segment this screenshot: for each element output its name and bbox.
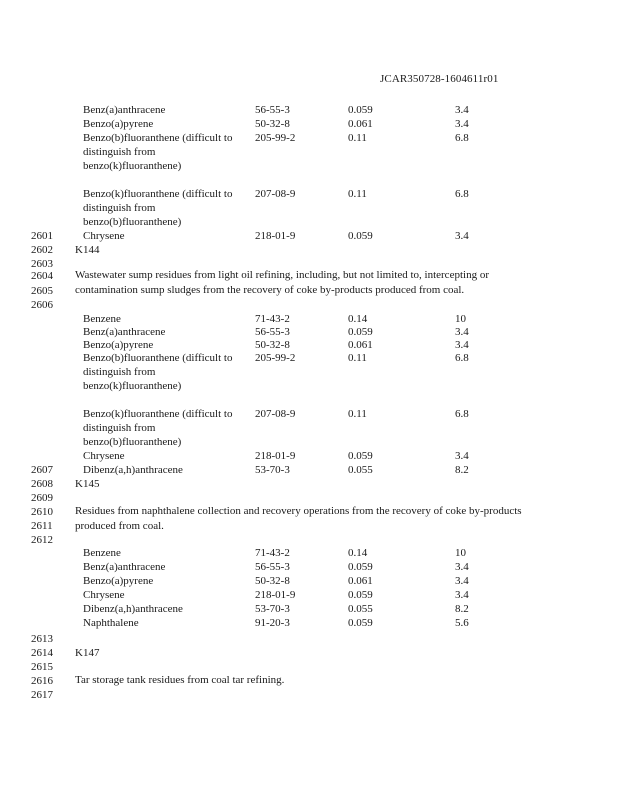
table-row (83, 602, 483, 616)
nonwastewater-conc: 10 (455, 547, 466, 559)
table-row (83, 312, 483, 325)
line-number: 2612 (31, 534, 53, 546)
table-row (83, 351, 483, 407)
table-row (83, 546, 483, 560)
wastewater-conc: 0.059 (348, 230, 373, 242)
table-row (83, 103, 483, 117)
wastewater-conc: 0.059 (348, 589, 373, 601)
cas-number: 218-01-9 (255, 589, 296, 601)
wastewater-conc: 0.14 (348, 313, 368, 325)
constituent-name: Chrysene (83, 230, 125, 242)
constituent-name: Benzene (83, 313, 121, 325)
nonwastewater-conc: 10 (455, 313, 466, 325)
constituent-name: Benzo(k)fluoranthene (difficult to distinguish from benzo(b)fluoranthene) (83, 408, 233, 448)
wastewater-conc: 0.059 (348, 450, 373, 462)
nonwastewater-conc: 3.4 (455, 118, 469, 130)
line-number: 2602 (31, 244, 53, 256)
line-number: 2615 (31, 661, 53, 673)
table-row (83, 463, 483, 477)
line-number: 2616 (31, 675, 53, 687)
table-row (83, 131, 483, 187)
nonwastewater-conc: 6.8 (455, 132, 469, 144)
nonwastewater-conc: 6.8 (455, 188, 469, 200)
constituent-name: Naphthalene (83, 617, 139, 629)
nonwastewater-conc: 6.8 (455, 408, 469, 420)
nonwastewater-conc: 3.4 (455, 230, 469, 242)
cas-number: 71-43-2 (255, 313, 290, 325)
wastewater-conc: 0.11 (348, 408, 367, 420)
cas-number: 71-43-2 (255, 547, 290, 559)
constituent-name: Benz(a)anthracene (83, 326, 166, 338)
cas-number: 205-99-2 (255, 132, 296, 144)
constituent-name: Benzo(b)fluoranthene (difficult to distinguish from benzo(k)fluoranthene) (83, 132, 233, 172)
cas-number: 218-01-9 (255, 230, 296, 242)
constituent-name: Benzo(a)pyrene (83, 575, 154, 587)
constituent-name: Benz(a)anthracene (83, 104, 166, 116)
wastewater-conc: 0.11 (348, 188, 367, 200)
constituent-name: Chrysene (83, 450, 125, 462)
line-number: 2601 (31, 230, 53, 242)
line-number: 2607 (31, 464, 53, 476)
table-row (83, 338, 483, 351)
table-row (83, 588, 483, 602)
cas-number: 207-08-9 (255, 188, 296, 200)
table-row (83, 560, 483, 574)
wastewater-conc: 0.11 (348, 132, 367, 144)
cas-number: 50-32-8 (255, 575, 290, 587)
waste-code-k147: K147 (75, 647, 100, 659)
wastewater-conc: 0.059 (348, 617, 373, 629)
line-number: 2611 (31, 520, 53, 532)
table-k145 (83, 546, 483, 630)
line-number: 2614 (31, 647, 53, 659)
table-row (83, 616, 483, 630)
table-row (83, 449, 483, 463)
constituent-name: Benzene (83, 547, 121, 559)
cas-number: 91-20-3 (255, 617, 290, 629)
line-number: 2603 (31, 258, 53, 270)
wastewater-conc: 0.061 (348, 118, 373, 130)
cas-number: 207-08-9 (255, 408, 296, 420)
nonwastewater-conc: 3.4 (455, 575, 469, 587)
k145-description: Residues from naphthalene collection and recovery operations from the recovery of coke by-products produced from coal. (75, 505, 522, 532)
waste-code-k144: K144 (75, 244, 100, 256)
wastewater-conc: 0.061 (348, 575, 373, 587)
wastewater-conc: 0.11 (348, 352, 367, 364)
table-row (83, 407, 483, 449)
cas-number: 218-01-9 (255, 450, 296, 462)
line-number: 2610 (31, 506, 53, 518)
line-number: 2606 (31, 299, 53, 311)
wastewater-conc: 0.055 (348, 603, 373, 615)
wastewater-conc: 0.14 (348, 547, 368, 559)
cas-number: 53-70-3 (255, 603, 290, 615)
wastewater-conc: 0.059 (348, 326, 373, 338)
line-number: 2605 (31, 285, 53, 297)
constituent-name: Benz(a)anthracene (83, 561, 166, 573)
nonwastewater-conc: 8.2 (455, 464, 469, 476)
constituent-name: Chrysene (83, 589, 125, 601)
table-row (83, 325, 483, 338)
line-number: 2617 (31, 689, 53, 701)
nonwastewater-conc: 8.2 (455, 603, 469, 615)
k147-description: Tar storage tank residues from coal tar refining. (75, 674, 285, 686)
constituent-name: Benzo(b)fluoranthene (difficult to distinguish from benzo(k)fluoranthene) (83, 352, 233, 392)
cas-number: 53-70-3 (255, 464, 290, 476)
document-id: JCAR350728-1604611r01 (380, 73, 499, 85)
cas-number: 205-99-2 (255, 352, 296, 364)
table-k144 (83, 312, 483, 477)
cas-number: 56-55-3 (255, 326, 290, 338)
wastewater-conc: 0.059 (348, 561, 373, 573)
nonwastewater-conc: 3.4 (455, 104, 469, 116)
constituent-name: Benzo(a)pyrene (83, 118, 154, 130)
table-row (83, 187, 483, 229)
waste-code-k145: K145 (75, 478, 100, 490)
constituent-name: Dibenz(a,h)anthracene (83, 603, 183, 615)
wastewater-conc: 0.061 (348, 339, 373, 351)
k144-description: Wastewater sump residues from light oil refining, including, but not limited to, intercepting or contamination sump sludges from the recovery of coke by-products produced from coal. (75, 269, 489, 296)
table-row (83, 574, 483, 588)
constituent-name: Benzo(k)fluoranthene (difficult to distinguish from benzo(b)fluoranthene) (83, 188, 233, 228)
constituent-name: Dibenz(a,h)anthracene (83, 464, 183, 476)
wastewater-conc: 0.059 (348, 104, 373, 116)
wastewater-conc: 0.055 (348, 464, 373, 476)
nonwastewater-conc: 5.6 (455, 617, 469, 629)
line-number: 2609 (31, 492, 53, 504)
table-row (83, 117, 483, 131)
table-continued (83, 103, 483, 243)
nonwastewater-conc: 3.4 (455, 450, 469, 462)
cas-number: 56-55-3 (255, 561, 290, 573)
cas-number: 50-32-8 (255, 339, 290, 351)
cas-number: 56-55-3 (255, 104, 290, 116)
line-number: 2604 (31, 270, 53, 282)
table-row (83, 229, 483, 243)
nonwastewater-conc: 3.4 (455, 561, 469, 573)
nonwastewater-conc: 3.4 (455, 326, 469, 338)
nonwastewater-conc: 3.4 (455, 589, 469, 601)
line-number: 2608 (31, 478, 53, 490)
nonwastewater-conc: 3.4 (455, 339, 469, 351)
cas-number: 50-32-8 (255, 118, 290, 130)
nonwastewater-conc: 6.8 (455, 352, 469, 364)
line-number: 2613 (31, 633, 53, 645)
constituent-name: Benzo(a)pyrene (83, 339, 154, 351)
